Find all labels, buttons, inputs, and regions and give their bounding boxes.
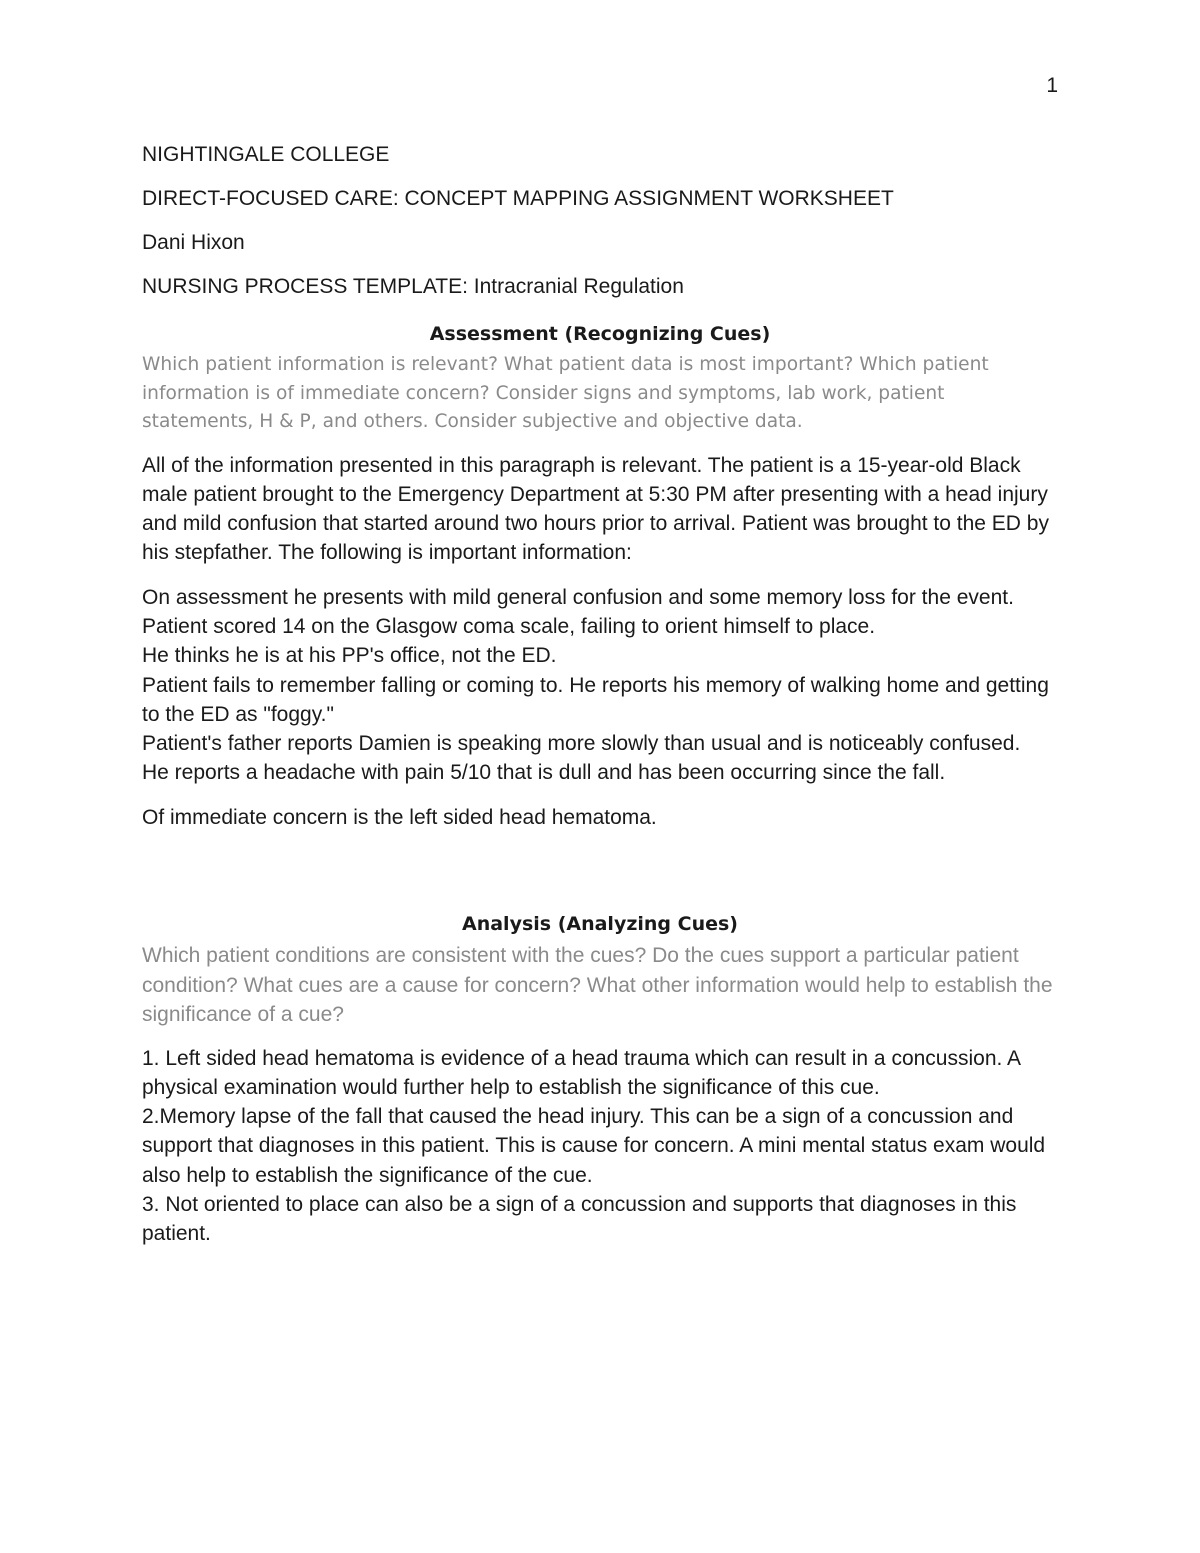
assessment-prompt: Which patient information is relevant? What patient data is most important? Which patient information is of immediate concern? Consider signs and symptoms, lab work, patient statements, H & P, and others. Consider subjective and objective data. [142,354,989,432]
assessment-findings [142,583,1058,788]
analysis-items [142,1044,1058,1249]
section-spacer [142,847,1058,909]
assessment-concern: Of immediate concern is the left sided head hematoma. [142,805,657,829]
analysis-prompt: Which patient conditions are consistent with the cues? Do the cues support a particular patient condition? What cues are a cause for concern? What other information would help to establish the significance of a cue? [142,944,1053,1027]
finding-item: Patient fails to remember falling or coming to. He reports his memory of walking home and getting to the ED as "foggy." [142,673,1049,726]
finding-item: Patient scored 14 on the Glasgow coma scale, failing to orient himself to place. [142,614,876,638]
analysis-section [142,909,1058,1249]
analysis-item: 1. Left sided head hematoma is evidence of a head trauma which can result in a concussion. A physical examination would further help to establish the significance of this cue. [142,1046,1020,1099]
analysis-item: 3. Not oriented to place can also be a sign of a concussion and supports that diagnoses in this patient. [142,1193,1017,1246]
finding-item: Patient's father reports Damien is speaking more slowly than usual and is noticeably confused. [142,732,1021,756]
college-name: NIGHTINGALE COLLEGE [142,143,390,166]
assessment-intro: All of the information presented in this paragraph is relevant. The patient is a 15-year-old Black male patient brought to the Emergency Department at 5:30 PM after presenting with a head injury and mild confusion that started around two hours prior to arrival. Patient was brought to the ED by his stepfather. The following is important information: [142,453,1049,565]
student-name: Dani Hixon [142,231,245,254]
assessment-section [142,319,1058,832]
document-body [142,140,1058,1249]
assessment-title: Assessment (Recognizing Cues) [429,323,771,345]
finding-item: He thinks he is at his PP's office, not the ED. [142,644,557,668]
analysis-item: 2.Memory lapse of the fall that caused the head injury. This can be a sign of a concussion and support that diagnoses in this patient. This is cause for concern. A mini mental status exam would also help to establish the significance of the cue. [142,1105,1046,1187]
page-number: 1 [1046,74,1058,97]
template-title: NURSING PROCESS TEMPLATE: Intracranial Regulation [142,275,684,298]
finding-item: He reports a headache with pain 5/10 that is dull and has been occurring since the fall. [142,761,946,785]
analysis-title: Analysis (Analyzing Cues) [462,913,738,936]
course-title: DIRECT-FOCUSED CARE: CONCEPT MAPPING ASSIGNMENT WORKSHEET [142,187,894,210]
finding-item: On assessment he presents with mild general confusion and some memory loss for the event. [142,585,1014,609]
